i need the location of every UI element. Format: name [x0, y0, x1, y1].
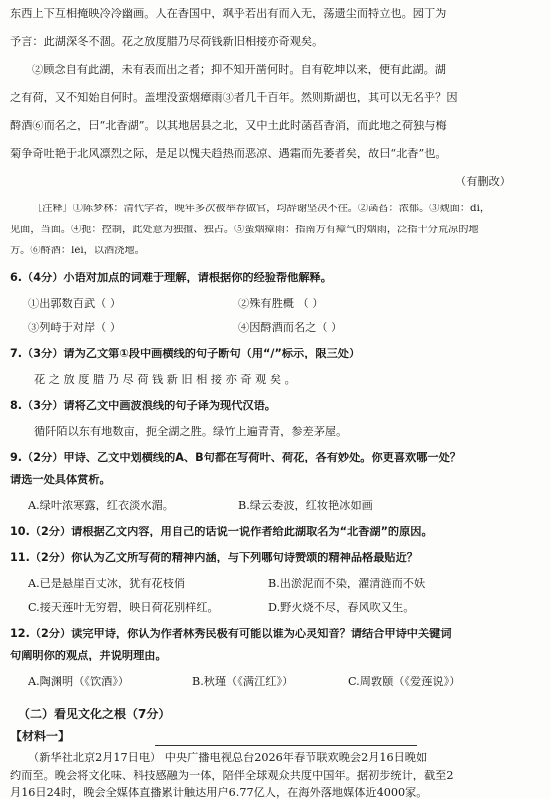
- question-11-stem: 11.（2分）你认为乙文所写荷的精神内涵，与下列哪句诗赞颂的精神品格最贴近？: [10, 552, 418, 564]
- passage-line: 予言：此湖深冬不涸。花之放度腊乃尽荷钱新旧相接亦奇观矣。: [10, 36, 324, 48]
- q7-sentence: 花 之 放 度 腊 乃 尽 荷 钱 新 旧 相 接 亦 奇 观 矣 。: [34, 374, 296, 386]
- question-8-stem: 8.（3分）请将乙文中画波浪线的句子译为现代汉语。: [10, 400, 276, 412]
- section-title: （二）看见文化之根（7分）: [18, 708, 171, 720]
- q11-option-d: D.野火烧不尽，春风吹又生。: [268, 602, 415, 614]
- source-note: （有删改）: [455, 176, 511, 188]
- q11-option-a: A.已是悬崖百丈冰，犹有花枝俏: [28, 578, 186, 590]
- question-7-stem: 7.（3分）请为乙文第①段中画横线的句子断句（用“/”标示，限三处）: [10, 348, 361, 360]
- q12-option-a: A.陶渊明（《饮酒》）: [28, 676, 130, 688]
- annotation-line: 见面，当面。④扼：控制，此处意为独擅、独占。⑤蛮烟瘴雨：指南方有瘴气的烟雨，泛指十分荒凉的地: [10, 225, 479, 235]
- q11-option-c: C.接天莲叶无穷碧，映日荷花别样红。: [28, 602, 219, 614]
- q6-item-a: ①出郭数百武（ ）: [28, 298, 122, 310]
- passage-line: 东西上下互相掩映冷冷幽画。人在香国中，飒乎若出有而入无，荡遗尘而特立也。园丁为: [10, 8, 447, 20]
- q12-option-c: C.周敦颐（《爱莲说》）: [348, 676, 461, 688]
- question-12-stem: 12.（2分）读完甲诗，你认为作者林秀民极有可能以谁为心灵知音？请结合甲诗中关键词: [10, 628, 452, 640]
- question-6-stem: 6.（4分）小语对加点的词难于理解，请根据你的经验帮他解释。: [10, 272, 332, 284]
- q9-option-a: A.绿叶浓寒露，红衣淡水湄。: [28, 500, 174, 512]
- question-12-stem: 句阐明你的观点，并说明理由。: [10, 650, 167, 662]
- passage-line: ②顾念自有此湖，未有表而出之者；抑不知开凿何时。自有乾坤以来，便有此湖。湖: [32, 64, 446, 76]
- passage-line: 酹酒⑥而名之，曰“北香湖”。以其地居县之北，又中土此时菡萏香消，而此地之荷独与梅: [10, 120, 447, 132]
- passage-line: 菊争奇吐艳于北风凛烈之际，是足以愧夫趋热而恶凉、遇霜而先萎者矣，故曰“北香”也。: [10, 148, 447, 160]
- passage-line: 之有荷，又不知始自何时。盖埋没蛮烟瘴雨③者几千百年。然则斯湖也，其可以无名乎？因: [10, 92, 458, 104]
- q6-item-d: ④因酹酒而名之（ ）: [238, 322, 343, 334]
- question-9-stem: 请选一处具体赏析。: [10, 474, 111, 486]
- q11-option-b: B.出淤泥而不染，濯清涟而不妖: [268, 578, 426, 590]
- q8-sentence: 循阡陌以东有地数亩，扼全湖之胜。绿竹上遍青青，参差茅屋。: [34, 426, 348, 438]
- question-9-stem: 9.（2分）甲诗、乙文中划横线的A、B句都在写荷叶、荷花，各有妙处。你更喜欢哪一处？: [10, 452, 461, 464]
- annotation-line: ［注释］①陈梦林：清代学者，晚年多次被举荐做官，均辞谢坚决不往。②菡萏：浓郁。③觌面：dí，: [32, 204, 491, 214]
- material-paragraph: （新华社北京2月17日电） 中央广播电视总台2026年春节联欢晚会2月16日晚如: [28, 752, 428, 764]
- material-paragraph: 约而至。晚会将文化味、科技感融为一体，陪伴全球观众共度中国年。据初步统计，截至2: [10, 770, 454, 782]
- question-10-stem: 10.（2分）请根据乙文内容，用自己的话说一说作者给此湖取名为“北香湖”的原因。: [10, 526, 433, 538]
- q6-item-c: ③列峙于对岸（ ）: [28, 322, 122, 334]
- annotation-line: 方。⑥酹酒：lèi，以酒浇地。: [10, 246, 145, 256]
- material-label: 【材料一】: [10, 730, 71, 742]
- title-blank-line: [155, 745, 417, 746]
- q6-item-b: ②殊有胜概 （ ）: [238, 298, 324, 310]
- q12-option-b: B.秋瑾（《满江红》）: [192, 676, 294, 688]
- underlined-sentence-b: 花之放度腊乃尽荷钱新旧相接亦奇观矣: [121, 36, 313, 48]
- material-paragraph: 月16日24时，晚会全媒体直播累计触达用户6.77亿人，在海外落地媒体近4000家。: [10, 787, 428, 799]
- q9-option-b: B.绿云委波，红妆艳冰如画: [238, 500, 373, 512]
